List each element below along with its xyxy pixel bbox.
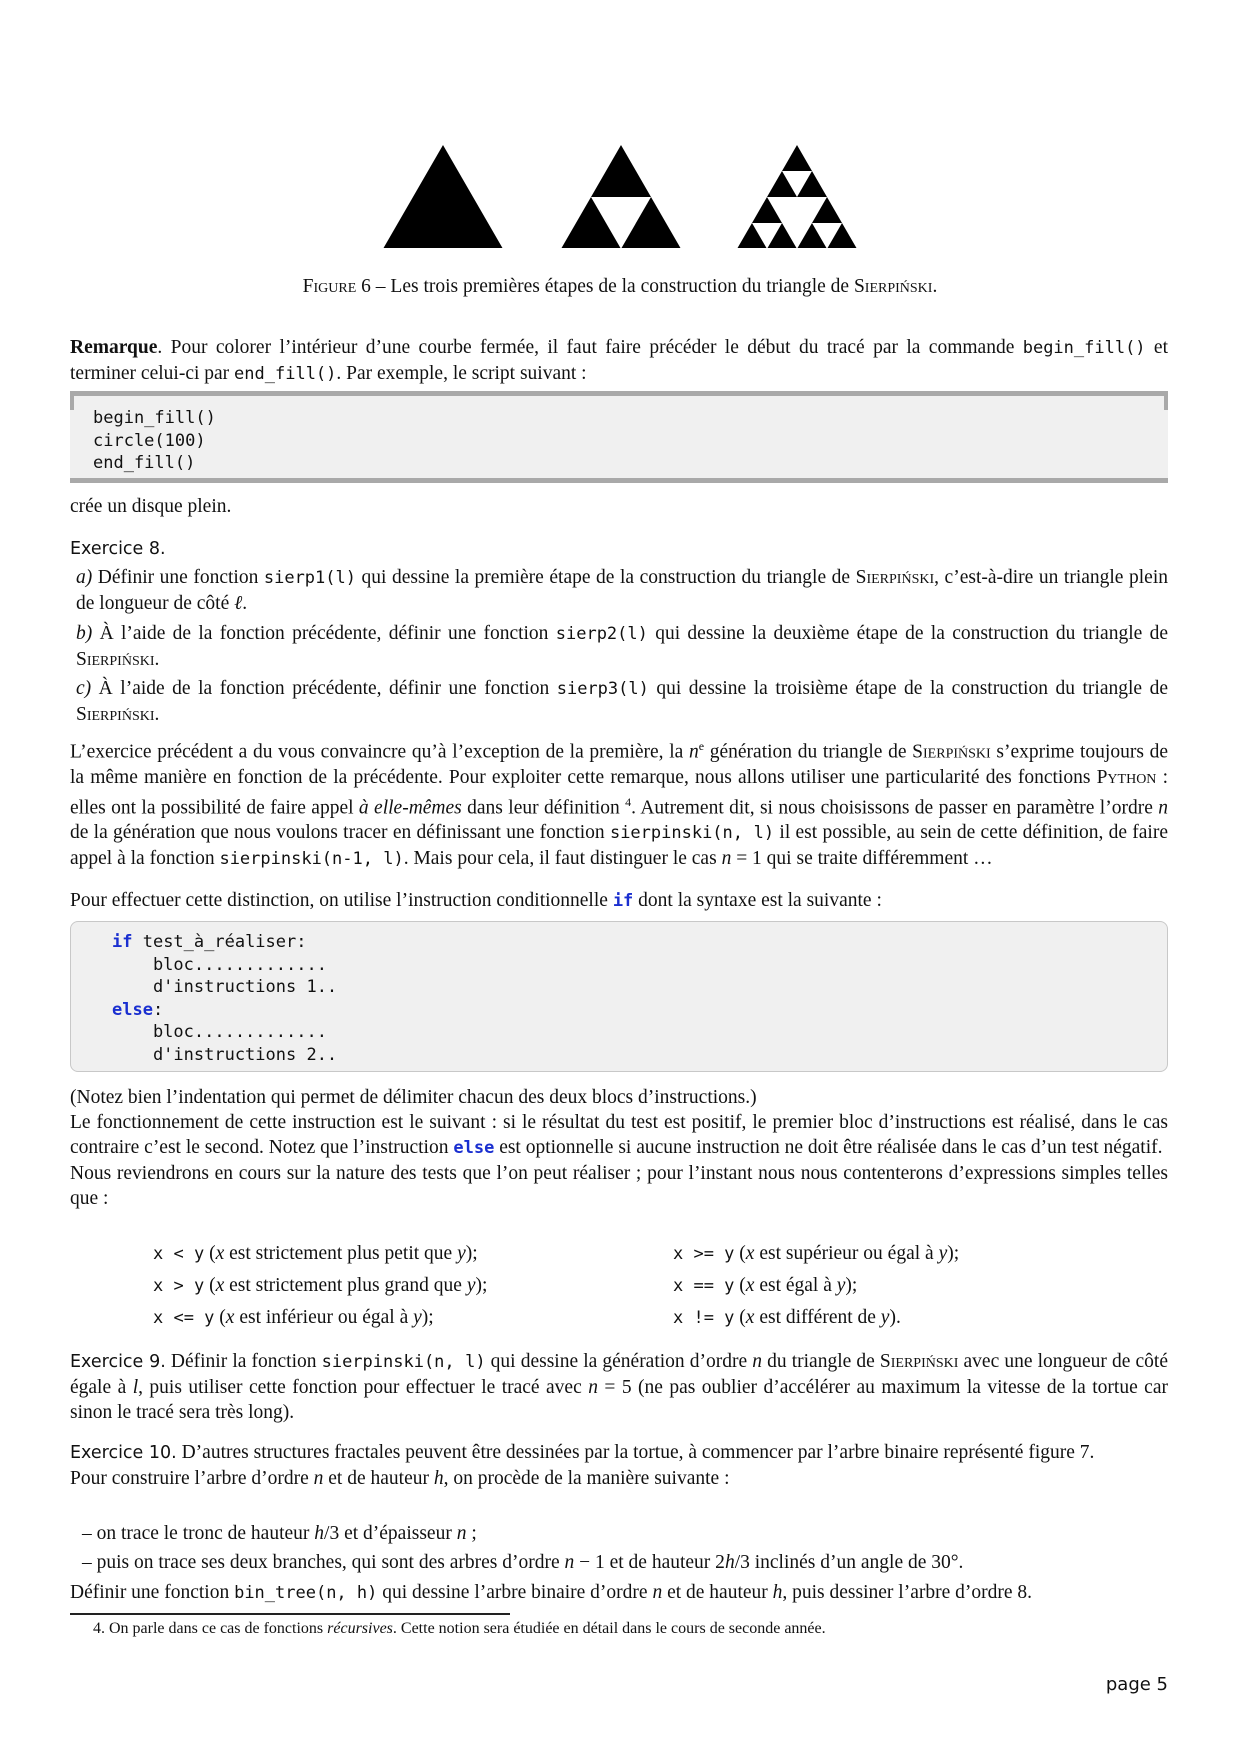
code-block-if — [70, 921, 1168, 1072]
inline-code: sierpinski(n-1, l) — [219, 849, 404, 869]
text-segment: dans leur définition — [461, 797, 626, 818]
filled-triangle — [621, 197, 681, 248]
text-segment: l — [132, 1377, 139, 1398]
inline-code: sierpinski(n, l) — [609, 823, 775, 843]
text-segment: , puis dessiner l’arbre d’ordre 8. — [782, 1582, 1033, 1603]
text-segment: ); — [421, 1307, 434, 1328]
filled-triangle — [737, 223, 767, 248]
filled-triangle — [827, 223, 857, 248]
text-segment: ); — [465, 1243, 478, 1264]
text-segment: est inférieur ou égal à — [234, 1307, 414, 1328]
inline-code: sierp1(l) — [263, 568, 356, 588]
text-segment: Définir une fonction — [92, 567, 264, 588]
text-segment: (Notez bien l’indentation qui permet de délimiter chacun des deux blocs d’instructions.) — [70, 1087, 757, 1108]
text-segment: – on trace le tronc de hauteur — [82, 1523, 315, 1544]
text-segment: . — [154, 704, 160, 725]
inline-code: sierp2(l) — [555, 624, 648, 644]
text-segment: x — [745, 1307, 755, 1328]
text-segment: dont la syntaxe est la suivante : — [633, 890, 882, 911]
text-segment: y — [457, 1243, 466, 1264]
inline-code: x < y — [153, 1244, 205, 1264]
text-segment: À l’aide de la fonction précédente, définir une fonction — [92, 623, 556, 644]
text-segment: y — [466, 1275, 476, 1296]
text-segment: . Pour colorer l’intérieur d’une courbe fermée, il faut faire précéder le début du tracé par la commande — [157, 337, 1023, 358]
text-segment: Nous reviendrons en cours sur la nature des tests que l’on peut réaliser ; pour l’instant nous nous contenterons d’expressions simples telles que : — [70, 1163, 1168, 1209]
inline-code: sierpinski(n, l) — [321, 1352, 486, 1372]
text-segment: Sierpiński — [855, 567, 935, 588]
text-segment: D’autres structures fractales peuvent être dessinées par la tortue, à commencer par l’arbre binaire représenté figure 7. — [176, 1442, 1095, 1463]
text-segment: h — [724, 1552, 735, 1573]
text-segment: Exercice 9. — [70, 1352, 166, 1372]
text-segment: y — [413, 1307, 422, 1328]
text-segment: qui dessine l’arbre binaire d’ordre — [377, 1582, 653, 1603]
text-segment: 4. On parle dans ce cas de fonctions — [93, 1620, 328, 1637]
text-segment: y — [880, 1307, 890, 1328]
text-segment: ); — [475, 1275, 488, 1296]
keyword: else — [112, 999, 153, 1020]
comparison-ge — [673, 1241, 959, 1267]
text-segment: Sierpiński — [76, 704, 155, 725]
filled-triangle — [782, 145, 812, 171]
text-segment: . Par exemple, le script suivant : — [336, 363, 587, 384]
text-segment: test_à_réaliser: bloc............. d'instructions 1.. — [142, 932, 338, 997]
result-text — [70, 494, 1168, 519]
text-segment: ℓ — [234, 593, 243, 614]
text-segment: n — [752, 1351, 763, 1372]
filled-triangle — [797, 171, 827, 197]
text-segment: Le fonctionnement de cette instruction est le suivant : si le résultat du test est positif, le premier bloc d’instructions est réalisé, dans le cas contraire c’est le second. Notez que l’instruction — [70, 1112, 1168, 1158]
remark-paragraph — [70, 335, 1168, 387]
inline-code: x <= y — [153, 1308, 215, 1328]
text-segment: génération du triangle de — [704, 741, 913, 763]
figure-caption — [0, 274, 1240, 299]
text-segment: récursives — [327, 1620, 393, 1637]
code-block-fill — [70, 391, 1168, 483]
if-intro — [70, 888, 1168, 914]
text-segment: Sierpiński — [912, 741, 991, 763]
text-segment: x — [215, 1275, 225, 1296]
text-segment: . — [242, 593, 248, 614]
text-segment: . Cette notion sera étudiée en détail dans le cours de seconde année. — [392, 1620, 826, 1637]
inline-code: sierp3(l) — [556, 679, 649, 699]
text-segment: , on procède de la manière suivante : — [443, 1468, 730, 1489]
text-segment: qui dessine la première étape de la construction du triangle de — [355, 567, 856, 588]
comparison-gt — [153, 1273, 487, 1299]
inline-code: x > y — [153, 1276, 205, 1296]
text-segment: 4 — [625, 794, 632, 809]
text-segment: Définir une fonction — [70, 1582, 235, 1603]
text-segment: de la génération que nous voulons tracer en définissant une fonction — [70, 822, 610, 843]
inline-code: x != y — [673, 1308, 735, 1328]
text-segment: /3 et d’épaisseur — [324, 1523, 457, 1544]
text-segment: h — [314, 1523, 325, 1544]
footnote — [93, 1619, 826, 1639]
text-segment: qui dessine la deuxième étape de la construction du triangle de — [647, 623, 1168, 644]
text-segment: À l’aide de la fonction précédente, définir une fonction — [91, 678, 557, 699]
filled-triangle — [752, 197, 782, 223]
filled-triangle — [767, 171, 797, 197]
text-segment: x — [745, 1243, 755, 1264]
text-segment: est strictement plus petit que — [224, 1243, 458, 1264]
comparison-eq — [673, 1273, 857, 1299]
text-segment: ( — [204, 1243, 216, 1264]
keyword: if — [112, 932, 133, 952]
text-segment: ). — [889, 1307, 901, 1328]
inline-code: bin_tree(n, h) — [234, 1583, 378, 1603]
keyword: if — [612, 891, 634, 911]
text-segment: h — [772, 1582, 783, 1603]
text-segment: s’exprime toujours de la même manière en fonction de la précédente. Pour exploiter cette remarque, nous allons utiliser une particularité des fonctions — [70, 741, 1168, 788]
text-segment: Python — [1096, 766, 1157, 788]
keyword: else — [453, 1138, 495, 1158]
text-segment: il est possible, au sein de cette définition, de faire appel à la fonction — [70, 822, 1168, 869]
text-segment: Remarque — [70, 337, 158, 358]
caption-end: . — [932, 276, 938, 297]
text-segment: ( — [734, 1307, 746, 1328]
filled-triangle — [561, 197, 621, 248]
text-segment: . Mais pour cela, il faut distinguer le cas — [403, 848, 722, 869]
text-segment: y — [938, 1243, 948, 1264]
text-segment: est supérieur ou égal à — [754, 1243, 939, 1264]
text-segment: avec une longueur de côté égale à — [70, 1351, 1168, 1398]
text-segment: – puis on trace ses deux branches, qui sont des arbres d’ordre — [82, 1552, 565, 1573]
exercise-10-task — [70, 1580, 1168, 1606]
text-segment: et de hauteur — [662, 1582, 773, 1603]
text-segment: /3 inclinés d’un angle de 30°. — [734, 1552, 964, 1573]
text-segment: Définir la fonction — [165, 1351, 322, 1372]
text-segment: a) — [76, 567, 93, 588]
caption-label: Figure 6 — [302, 276, 371, 297]
code-text: begin_fill() circle(100) end_fill() — [93, 408, 216, 473]
exercise-8-title — [70, 536, 1168, 562]
exercise-10 — [70, 1440, 1168, 1491]
text-segment: et de hauteur — [323, 1468, 434, 1489]
text-segment: = 5 (ne pas oublier d’accélérer au maximum la vitesse de la tortue car sinon le tracé sera très long). — [70, 1377, 1168, 1423]
text-segment: crée un disque plein. — [70, 496, 232, 517]
text-segment: x — [745, 1275, 755, 1296]
text-segment: ( — [204, 1275, 216, 1296]
filled-triangle — [383, 145, 503, 248]
text-segment: à elle-mêmes — [358, 797, 462, 818]
sierpinski-figure — [380, 143, 860, 248]
text-segment: n — [564, 1552, 575, 1573]
text-segment: h — [433, 1468, 444, 1489]
text-segment: : bloc............. d'instructions 2.. — [152, 999, 338, 1065]
text-segment: est optionnelle si aucune instruction ne doit être réalisée dans le cas d’un test négatif. — [494, 1137, 1163, 1158]
text-segment: du triangle de — [762, 1351, 880, 1372]
page-number: page 5 — [1105, 1674, 1168, 1695]
text-segment: et terminer celui-ci par — [70, 337, 1168, 384]
filled-triangle — [797, 223, 827, 248]
text-segment: x — [225, 1307, 235, 1328]
text-segment: = 1 qui se traite différemment … — [731, 848, 993, 869]
footnote-rule — [70, 1613, 510, 1615]
text-segment: Exercice 10. — [70, 1443, 177, 1463]
text-segment: Sierpiński — [76, 649, 155, 670]
list-item — [82, 1521, 1168, 1546]
text-segment: Pour effectuer cette distinction, on utilise l’instruction conditionnelle — [70, 890, 613, 911]
exercise-8c — [76, 676, 1168, 727]
text-segment: : elles ont la possibilité de faire appel — [70, 766, 1168, 818]
list-item — [82, 1550, 1168, 1575]
text-segment: x — [215, 1243, 225, 1264]
recursion-paragraph — [70, 734, 1168, 872]
caption-name: Sierpiński — [853, 276, 933, 297]
text-segment: e — [698, 739, 705, 753]
comparison-ne — [673, 1305, 901, 1331]
exercise-8a — [76, 565, 1168, 616]
text-segment: Pour construire l’arbre d’ordre — [70, 1468, 314, 1489]
text-segment: n — [688, 741, 699, 763]
text-segment: Exercice 8. — [70, 539, 166, 559]
exercise-9 — [70, 1349, 1168, 1425]
inline-code: x >= y — [673, 1244, 735, 1264]
text-segment: n — [313, 1468, 324, 1489]
text-segment: − 1 et de hauteur 2 — [574, 1552, 725, 1573]
text-segment: est égal à — [754, 1275, 837, 1296]
comparison-le — [153, 1305, 434, 1331]
comparison-lt — [153, 1241, 478, 1267]
filled-triangle — [767, 223, 797, 248]
text-segment: ( — [734, 1243, 746, 1264]
inline-code: end_fill() — [234, 364, 337, 384]
text-segment: , puis utiliser cette fonction pour effectuer le tracé avec — [138, 1377, 589, 1398]
caption-sep: – — [370, 276, 391, 297]
filled-triangle — [812, 197, 842, 223]
text-segment: est différent de — [754, 1307, 881, 1328]
text-segment: y — [836, 1275, 846, 1296]
text-segment: Sierpiński — [879, 1351, 959, 1372]
text-segment: est strictement plus grand que — [224, 1275, 467, 1296]
text-segment: ( — [214, 1307, 226, 1328]
text-segment: n — [456, 1523, 467, 1544]
text-segment: n — [721, 848, 732, 869]
code-text — [71, 922, 1167, 1066]
text-segment: ( — [734, 1275, 746, 1296]
text-segment: . Autrement dit, si nous choisissons de passer en paramètre l’ordre — [631, 797, 1159, 818]
text-segment: n — [1158, 797, 1168, 818]
text-segment: b) — [76, 623, 93, 644]
text-segment: qui dessine la troisième étape de la construction du triangle de — [648, 678, 1168, 699]
if-explanation — [70, 1085, 1168, 1211]
text-segment: ); — [845, 1275, 858, 1296]
inline-code: begin_fill() — [1022, 338, 1146, 358]
text-segment: qui dessine la génération d’ordre — [485, 1351, 753, 1372]
text-segment: n — [652, 1582, 663, 1603]
text-segment: ); — [947, 1243, 960, 1264]
filled-triangle — [591, 145, 651, 197]
text-segment: . — [154, 649, 160, 670]
text-segment: , c’est-à-dire un triangle plein de longueur de côté — [76, 567, 1168, 614]
text-segment: n — [588, 1377, 598, 1398]
exercise-8b — [76, 621, 1168, 672]
text-segment: ; — [466, 1523, 477, 1544]
text-segment: c) — [76, 678, 92, 699]
caption-text: Les trois premières étapes de la construction du triangle de — [390, 276, 854, 297]
text-segment: L’exercice précédent a du vous convaincre qu’à l’exception de la première, la — [70, 741, 689, 763]
inline-code: x == y — [673, 1276, 735, 1296]
